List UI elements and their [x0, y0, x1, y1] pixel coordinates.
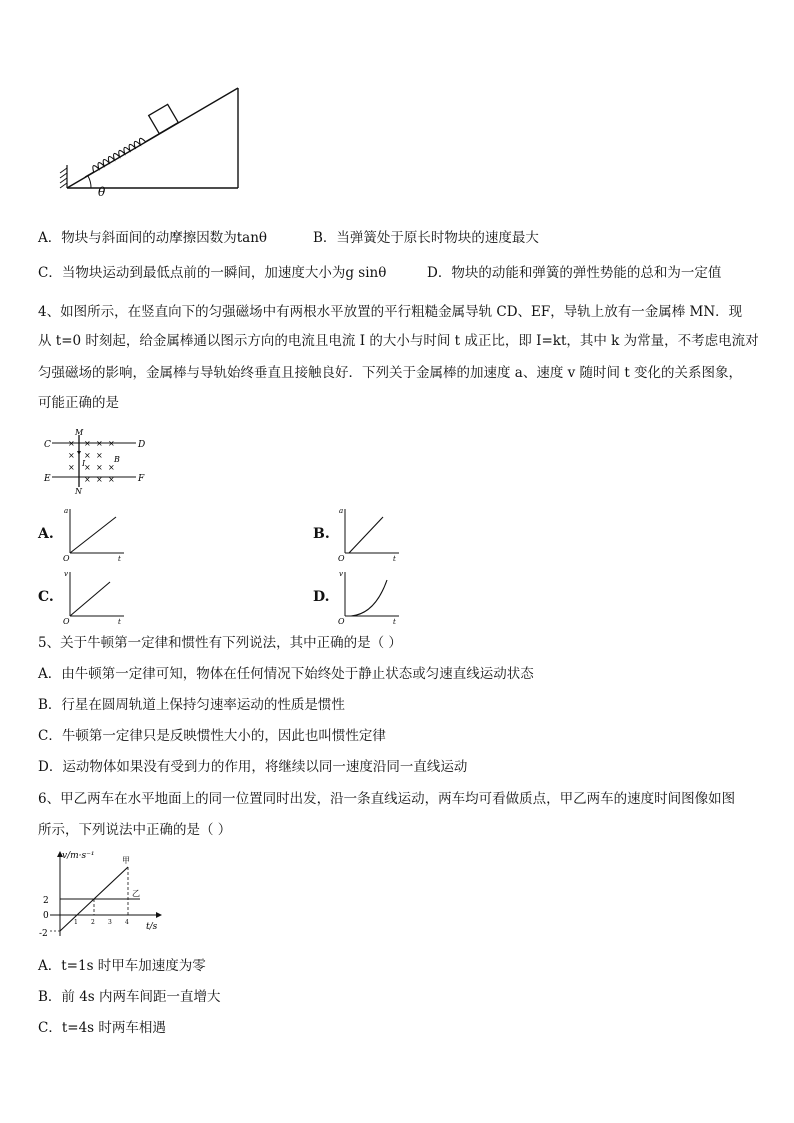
x-tick: 3	[108, 919, 112, 926]
y-tick: 2	[43, 896, 49, 906]
graph-curve	[351, 580, 387, 616]
q3-option-c: C．当物块运动到最低点前的一瞬间，加速度大小为g sinθ	[38, 265, 387, 281]
cross-mark: ×	[108, 475, 115, 484]
origin-label: O	[63, 554, 70, 563]
q6-option-a: A．t=1s 时甲车加速度为零	[38, 958, 206, 974]
series-jia-label: 甲	[122, 856, 130, 865]
x-axis-label: t	[393, 618, 396, 626]
q4-stem-line-4: 可能正确的是	[38, 395, 119, 411]
rails-magnetic-figure	[40, 425, 155, 497]
incline-spring-figure	[40, 80, 250, 205]
label-i: I	[82, 459, 86, 468]
q6-stem-line-1: 6、甲乙两车在水平地面上的同一位置同时出发，沿一条直线运动，两车均可看做质点，甲乙两车的速度时间图像如图	[38, 791, 736, 807]
q4-stem-line-2: 从 t=0 时刻起，给金属棒通以图示方向的电流且电流 I 的大小与时间 t 成正比，即 I=kt，其中 k 为常量，不考虑电流对	[38, 333, 759, 349]
q5-option-a: A．由牛顿第一定律可知，物体在任何情况下始终处于静止状态或匀速直线运动状态	[38, 666, 534, 682]
angle-theta-label: θ	[98, 185, 106, 199]
x-axis-label: t	[118, 555, 121, 563]
q4-stem-line-3: 匀强磁场的影响，金属棒与导轨始终垂直且接触良好．下列关于金属棒的加速度 a、速度 v 随时间 t 变化的关系图象，	[38, 365, 743, 381]
y-tick: -2	[39, 929, 48, 939]
label-f: F	[138, 474, 145, 484]
label-b: B	[114, 455, 120, 464]
cross-mark: ×	[96, 463, 103, 472]
cross-mark: ×	[84, 439, 91, 448]
x-axis-label: t	[118, 618, 121, 626]
cross-mark: ×	[68, 439, 75, 448]
cross-mark: ×	[96, 451, 103, 460]
q6-vt-graph	[36, 848, 166, 940]
q6-option-b: B．前 4s 内两车间距一直增大	[38, 989, 221, 1005]
q6-stem-line-2: 所示，下列说法中正确的是（ ）	[38, 822, 232, 838]
origin-label: O	[338, 617, 345, 626]
label-m: M	[75, 428, 84, 437]
cross-mark: ×	[96, 439, 103, 448]
q6-option-c: C．t=4s 时两车相遇	[38, 1020, 166, 1036]
graph-line	[70, 517, 116, 553]
q4-option-a-label: A.	[38, 526, 54, 542]
cross-mark: ×	[108, 439, 115, 448]
y-axis-label: v	[64, 570, 68, 578]
q4-option-d-label: D.	[313, 589, 330, 605]
x-axis-label: t	[393, 555, 396, 563]
origin-label: O	[338, 554, 345, 563]
q4-graph-d	[335, 568, 405, 626]
y-axis-label: v/m·s⁻¹	[62, 851, 95, 861]
label-c: C	[44, 440, 51, 450]
q3-option-b: B．当弹簧处于原长时物块的速度最大	[313, 230, 539, 246]
origin-label: O	[63, 617, 70, 626]
q4-option-b-label: B.	[313, 526, 330, 542]
q5-option-c: C．牛顿第一定律只是反映惯性大小的，因此也叫惯性定律	[38, 728, 386, 744]
y-tick: 0	[43, 911, 49, 921]
label-e: E	[44, 474, 51, 484]
x-axis-label: t/s	[146, 922, 158, 932]
q5-option-d: D．运动物体如果没有受到力的作用，将继续以同一速度沿同一直线运动	[38, 759, 468, 775]
graph-line	[70, 582, 110, 616]
x-tick: 2	[91, 919, 95, 926]
y-axis-label: v	[339, 570, 343, 578]
q3-option-a: A．物块与斜面间的动摩擦因数为tanθ	[38, 230, 268, 246]
cross-mark: ×	[68, 463, 75, 472]
y-axis-label: a	[64, 507, 69, 515]
cross-mark: ×	[84, 475, 91, 484]
label-d: D	[138, 440, 146, 450]
label-n: N	[75, 487, 82, 496]
q5-option-b: B．行星在圆周轨道上保持匀速率运动的性质是惯性	[38, 697, 345, 713]
q4-stem-line-1: 4、如图所示，在竖直向下的匀强磁场中有两根水平放置的平行粗糙金属导轨 CD、EF，导轨上放有一金属棒 MN．现	[38, 304, 743, 320]
series-yi-label: 乙	[132, 889, 140, 898]
cross-mark: ×	[68, 451, 75, 460]
q4-option-c-label: C.	[38, 589, 54, 605]
cross-mark: ×	[84, 463, 91, 472]
y-axis-label: a	[339, 507, 344, 515]
q4-graph-c	[60, 568, 130, 626]
cross-mark: ×	[96, 475, 103, 484]
x-tick: 1	[74, 919, 78, 926]
cross-mark: ×	[84, 451, 91, 460]
q5-stem: 5、关于牛顿第一定律和惯性有下列说法，其中正确的是（ ）	[38, 635, 402, 651]
q3-option-d: D．物块的动能和弹簧的弹性势能的总和为一定值	[427, 265, 722, 281]
q4-graph-b	[335, 505, 405, 563]
graph-line	[349, 517, 383, 553]
cross-mark: ×	[108, 463, 115, 472]
q4-graph-a	[60, 505, 130, 563]
x-tick: 4	[125, 919, 129, 926]
